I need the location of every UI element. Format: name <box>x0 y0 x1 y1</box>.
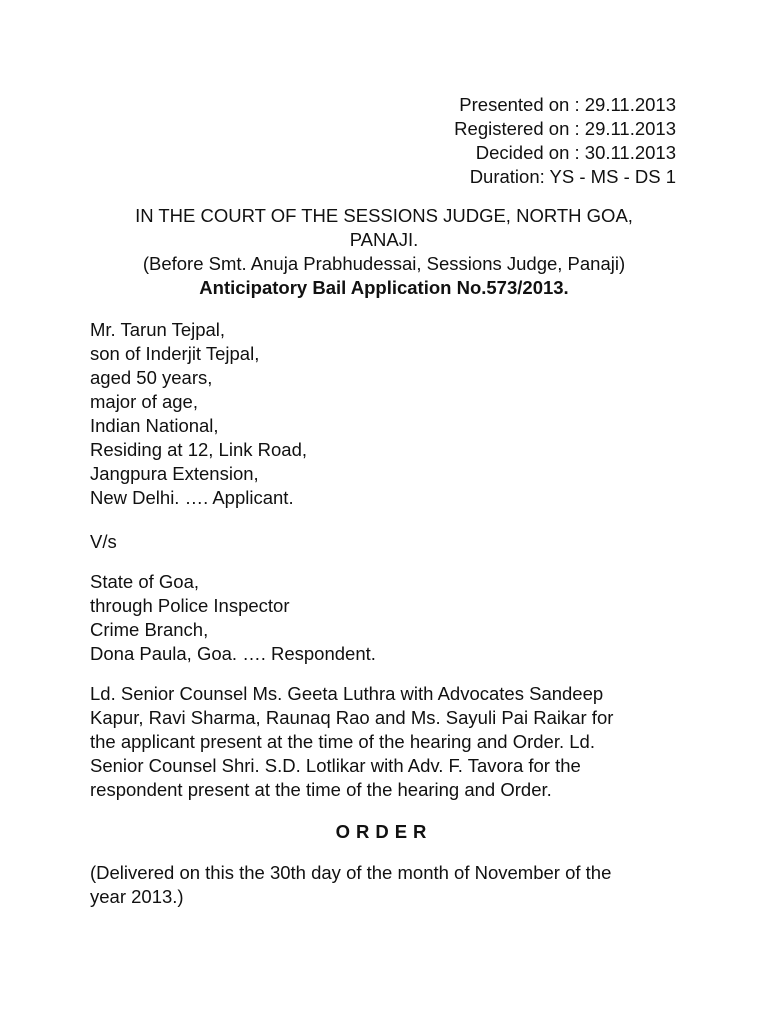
delivered-line: (Delivered on this the 30th day of the month of November of the <box>90 862 612 883</box>
applicant-line: Residing at 12, Link Road, <box>90 439 307 460</box>
applicant-line: aged 50 years, <box>90 367 213 388</box>
judge-line: (Before Smt. Anuja Prabhudessai, Sessions Judge, Panaji) <box>142 253 626 274</box>
applicant-block <box>90 318 680 510</box>
versus <box>90 530 680 554</box>
counsel-paragraph <box>90 682 680 802</box>
delivered-line: year 2013.) <box>90 886 184 907</box>
applicant-line: son of Inderjit Tejpal, <box>90 343 260 364</box>
applicant-line: major of age, <box>90 391 198 412</box>
court-header <box>90 204 678 300</box>
court-name-line1: IN THE COURT OF THE SESSIONS JUDGE, NORTH GOA, <box>135 205 633 226</box>
respondent-line: Crime Branch, <box>90 619 209 640</box>
presented-date: Presented on : 29.11.2013 <box>459 94 676 115</box>
counsel-line: Kapur, Ravi Sharma, Raunaq Rao and Ms. Sayuli Pai Raikar for <box>90 707 614 728</box>
case-dates <box>454 93 676 189</box>
applicant-line: Indian National, <box>90 415 219 436</box>
registered-date: Registered on : 29.11.2013 <box>454 118 676 139</box>
counsel-line: Ld. Senior Counsel Ms. Geeta Luthra with Advocates Sandeep <box>90 683 604 704</box>
duration: Duration: YS - MS - DS 1 <box>469 166 676 187</box>
order-heading: ORDER <box>335 821 433 842</box>
applicant-line: Jangpura Extension, <box>90 463 259 484</box>
versus-label: V/s <box>90 531 117 552</box>
respondent-line: Dona Paula, Goa. …. Respondent. <box>90 643 376 664</box>
court-name-line2: PANAJI. <box>349 229 419 250</box>
delivered-note <box>90 861 680 909</box>
counsel-line: the applicant present at the time of the hearing and Order. Ld. <box>90 731 595 752</box>
applicant-line: Mr. Tarun Tejpal, <box>90 319 226 340</box>
respondent-block <box>90 570 680 666</box>
applicant-line: New Delhi. …. Applicant. <box>90 487 294 508</box>
respondent-line: through Police Inspector <box>90 595 290 616</box>
case-title: Anticipatory Bail Application No.573/2013. <box>199 277 569 298</box>
decided-date: Decided on : 30.11.2013 <box>475 142 676 163</box>
counsel-line: Senior Counsel Shri. S.D. Lotlikar with Adv. F. Tavora for the <box>90 755 581 776</box>
respondent-line: State of Goa, <box>90 571 200 592</box>
counsel-line: respondent present at the time of the hearing and Order. <box>90 779 552 800</box>
